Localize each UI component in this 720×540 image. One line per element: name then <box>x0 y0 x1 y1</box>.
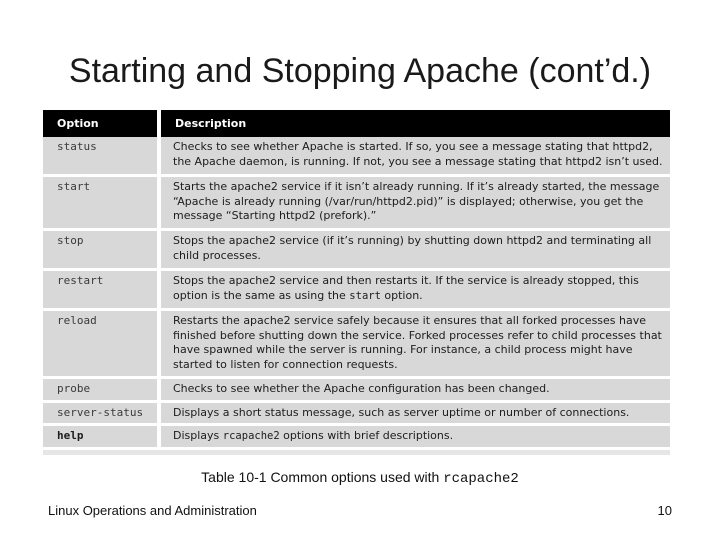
page-number: 10 <box>657 503 672 518</box>
inline-code: rcapache2 <box>222 430 280 442</box>
description-text: options with brief descriptions. <box>279 429 454 442</box>
description-text: Displays <box>173 429 223 442</box>
table-header-row <box>43 110 670 137</box>
option-cell: server-status <box>43 403 161 427</box>
header-description: Description <box>161 110 670 137</box>
description-text: Stops the apache2 service and then restarts it. If the service is already stopped, this option is the same as using the <box>173 274 639 302</box>
description-cell: Checks to see whether Apache is started. If so, you see a message stating that httpd2, the Apache daemon, is running. If not, you see a message stating that httpd2 isn’t used. <box>161 137 670 177</box>
table-row <box>43 379 670 403</box>
footer-course-title: Linux Operations and Administration <box>48 503 257 518</box>
option-cell: reload <box>43 311 161 379</box>
description-cell: Starts the apache2 service if it isn’t already running. If it’s already started, the message “Apache is already running (/var/run/httpd2.pid)” is displayed; otherwise, you get the message “Starting httpd2 (prefork).” <box>161 177 670 231</box>
table-row <box>43 426 670 450</box>
table-row <box>43 137 670 177</box>
options-table <box>43 110 670 450</box>
table-row <box>43 403 670 427</box>
option-cell: status <box>43 137 161 177</box>
option-cell: start <box>43 177 161 231</box>
option-cell: probe <box>43 379 161 403</box>
description-text: option. <box>380 288 423 302</box>
option-cell: restart <box>43 271 161 311</box>
table-row <box>43 311 670 379</box>
caption-command: rcapache2 <box>443 471 519 487</box>
table-row <box>43 271 670 311</box>
option-cell: stop <box>43 231 161 271</box>
table-row <box>43 177 670 231</box>
option-cell: help <box>43 426 161 450</box>
options-table-container <box>43 110 670 455</box>
description-cell <box>161 271 670 311</box>
header-option: Option <box>43 110 161 137</box>
description-cell: Stops the apache2 service (if it’s running) by shutting down httpd2 and terminating all child processes. <box>161 231 670 271</box>
table-row <box>43 231 670 271</box>
slide-title: Starting and Stopping Apache (cont’d.) <box>68 52 652 90</box>
description-cell: Restarts the apache2 service safely because it ensures that all forked processes have finished before shutting down the service. Forked processes refer to child processes that have spawned while the server is running. For instance, a child process might have started to listen for connection requests. <box>161 311 670 379</box>
description-cell: Displays a short status message, such as server uptime or number of connections. <box>161 403 670 427</box>
table-caption <box>0 469 720 487</box>
caption-text: Table 10-1 Common options used with <box>201 469 444 485</box>
description-cell <box>161 426 670 450</box>
inline-code: start <box>349 289 381 302</box>
description-cell: Checks to see whether the Apache configuration has been changed. <box>161 379 670 403</box>
